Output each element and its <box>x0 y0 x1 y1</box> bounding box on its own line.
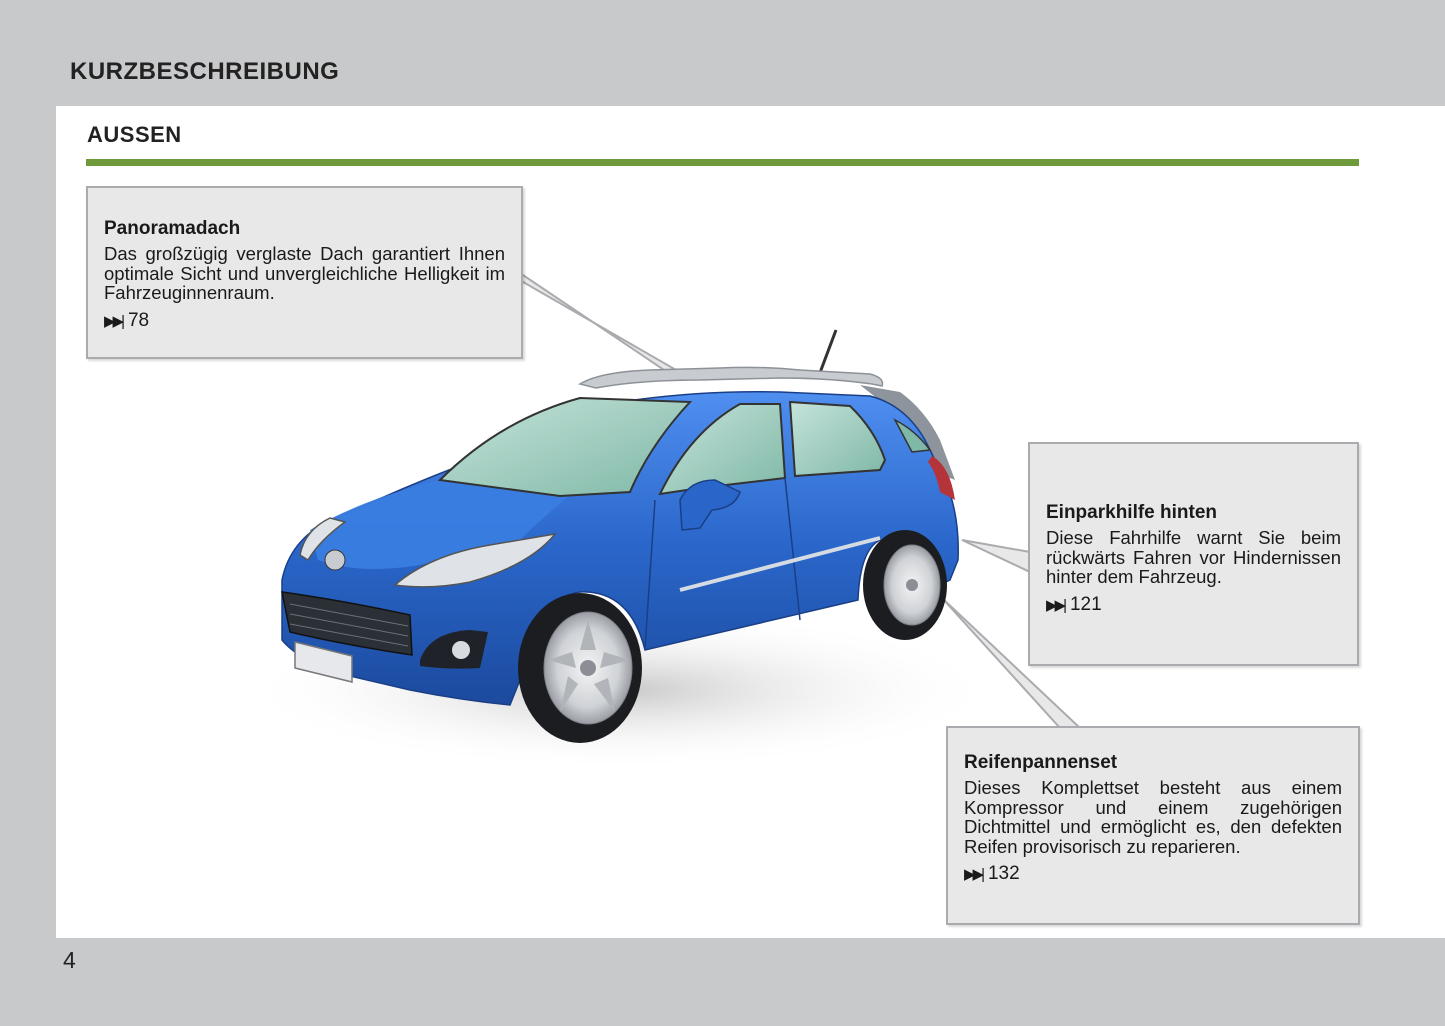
skip-forward-icon: ▶▶| <box>104 312 122 330</box>
page-reference[interactable] <box>104 310 505 332</box>
page-reference-number: 78 <box>127 309 150 331</box>
callout-title: Einparkhilfe hinten <box>1046 502 1218 523</box>
callout-title: Reifenpannenset <box>964 752 1118 773</box>
leader-line-roof <box>508 265 690 378</box>
leader-line-parking <box>962 540 1030 572</box>
page-reference-number: 121 <box>1069 593 1102 615</box>
section-title: AUSSEN <box>87 122 182 147</box>
skip-forward-icon: ▶▶| <box>964 866 982 883</box>
skip-forward-icon: ▶▶| <box>1046 596 1064 614</box>
callout-text: Diese Fahrhilfe warnt Sie beim rückwärts Fahren vor Hindernissen hinter dem Fahrzeug. <box>1046 527 1341 587</box>
page-reference[interactable] <box>1046 594 1341 616</box>
callout-rear-parking-sensors <box>1028 442 1359 666</box>
callout-title: Panoramadach <box>104 218 241 239</box>
callout-text: Dieses Komplettset besteht aus einem Kompressor und einem zugehörigen Dichtmittel und ermöglicht es, den defekten Reifen provisorisch zu reparieren. <box>964 777 1342 857</box>
callout-tyre-repair-kit <box>946 726 1360 925</box>
callout-text: Das großzügig verglaste Dach garantiert Ihnen optimale Sicht und unvergleichliche Helligkeit im Fahrzeuginnenraum. <box>104 243 505 303</box>
page-reference-number: 132 <box>987 863 1020 884</box>
chapter-title: KURZBESCHREIBUNG <box>70 58 340 85</box>
page-reference[interactable] <box>964 863 1342 885</box>
page-number: 4 <box>63 947 76 973</box>
callout-panoramic-roof <box>86 186 523 359</box>
